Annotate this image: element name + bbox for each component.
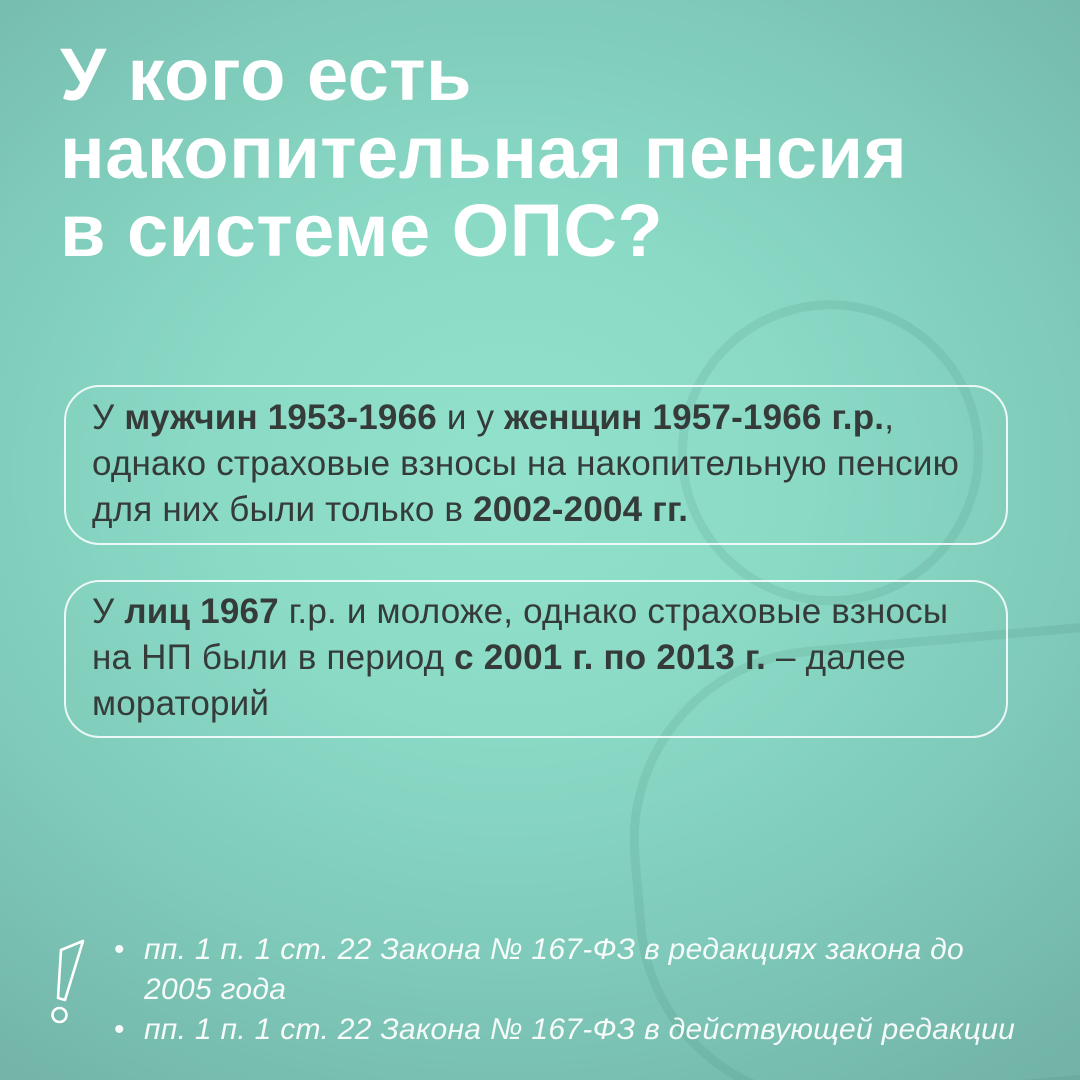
info-card-1967 [64, 580, 1008, 738]
info-card-men-women [64, 385, 1008, 545]
footnote-item-1: • пп. 1 п. 1 ст. 22 Закона № 167-ФЗ в редакциях закона до 2005 года [104, 930, 1024, 1010]
footnote-item-2: • пп. 1 п. 1 ст. 22 Закона № 167-ФЗ в действующей редакции [104, 1010, 1024, 1050]
page-title-line-1: У кого есть [60, 33, 473, 116]
footnote-list [104, 930, 1024, 1050]
info-card-men-women-text: У мужчин 1953-1966 и у женщин 1957-1966 г.р., однако страховые взносы на накопительную пенсию для них были только в 2002-2004 гг. [92, 398, 960, 529]
info-card-1967-text: У лиц 1967 г.р. и моложе, однако страховые взносы на НП были в период с 2001 г. по 2013 г. – далее мораторий [92, 592, 949, 723]
page-title-line-3: в системе ОПС? [60, 189, 664, 272]
page-title [60, 33, 908, 272]
page-title-line-2: накопительная пенсия [60, 111, 908, 194]
exclamation-icon [48, 936, 92, 1032]
